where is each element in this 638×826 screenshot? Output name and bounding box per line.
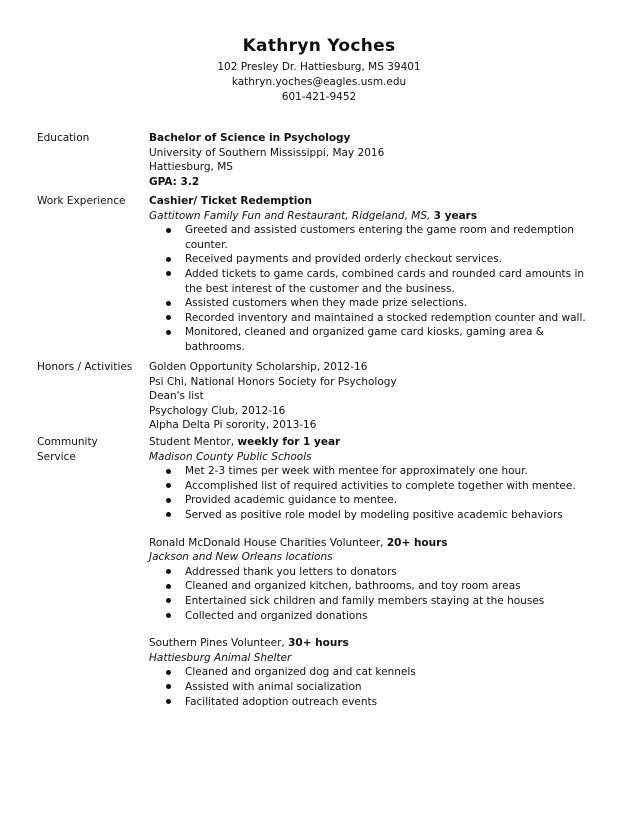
list-item: Facilitated adoption outreach events [162,695,597,710]
list-item: Greeted and assisted customers entering the game room and redemption counter. [162,223,597,252]
section-label-work: Work Experience [37,195,126,207]
contact-address: 102 Presley Dr. Hattiesburg, MS 39401 [217,61,421,73]
list-item: Addressed thank you letters to donators [162,565,597,580]
community-content [149,435,597,709]
community-entry [149,536,597,624]
honors-item: Golden Opportunity Scholarship, 2012-16 [149,361,368,373]
section-label-education: Education [37,132,90,144]
work-bullet-list [149,223,597,354]
work-employer: Gattitown Family Fun and Restaurant, Ridgeland, MS, [149,209,431,222]
community-entry [149,435,597,523]
community-role-line [149,536,597,551]
list-item: Assisted with animal socialization [162,680,597,695]
education-degree: Bachelor of Science in Psychology [149,132,351,144]
list-item: Collected and organized donations [162,609,597,624]
honors-content [149,360,597,433]
entry-spacer [149,523,597,536]
education-school: University of Southern Mississippi, May 2016 [149,146,385,159]
section-label-community-line1: Community [37,436,98,448]
list-item: Added tickets to game cards, combined cards and rounded card amounts in the best interest of the customer and the business. [162,267,597,296]
section-label-community-line2: Service [37,450,76,463]
section-label-community [37,435,142,464]
community-role: Southern Pines Volunteer, [149,637,285,650]
community-hours: 30+ hours [288,637,349,650]
list-item: Recorded inventory and maintained a stocked redemption counter and wall. [162,311,597,326]
community-bullet-list [149,464,597,522]
list-item: Received payments and provided orderly checkout services. [162,252,597,267]
education-content [149,131,597,189]
work-title: Cashier/ Ticket Redemption [149,195,312,207]
list-item: Served as positive role model by modeling positive academic behaviors [162,508,597,523]
list-item: Provided academic guidance to mentee. [162,493,597,508]
community-hours: 20+ hours [386,536,448,549]
list-item: Cleaned and organized kitchen, bathrooms, and toy room areas [162,579,597,594]
honors-item: Alpha Delta Pi sorority, 2013-16 [149,419,317,432]
community-role: Student Mentor, [149,436,235,448]
community-role-line [149,435,597,450]
work-employer-line [149,209,597,224]
entry-spacer [149,623,597,636]
community-org: Jackson and New Orleans locations [149,551,333,564]
community-role-line [149,636,597,651]
list-item: Assisted customers when they made prize selections. [162,296,597,311]
section-label-honors: Honors / Activities [37,361,133,373]
work-duration: 3 years [433,209,478,222]
community-org: Hattiesburg Animal Shelter [149,651,292,664]
list-item: Entertained sick children and family members staying at the houses [162,594,597,609]
honors-item: Dean's list [149,390,204,403]
contact-phone: 601-421-9452 [281,91,357,103]
community-hours: weekly for 1 year [237,436,341,448]
work-content [149,194,597,355]
list-item: Accomplished list of required activities to complete together with mentee. [162,479,597,494]
resume-name: Kathryn Yoches [242,36,396,56]
community-org: Madison County Public Schools [149,450,312,463]
community-role: Ronald McDonald House Charities Volunteer, [149,536,384,549]
list-item: Met 2-3 times per week with mentee for approximately one hour. [162,464,597,479]
education-gpa: GPA: 3.2 [149,175,200,188]
list-item: Monitored, cleaned and organized game card kiosks, gaming area & bathrooms. [162,325,597,354]
community-entry [149,636,597,709]
education-location: Hattiesburg, MS [149,161,233,174]
honors-item: Psi Chi, National Honors Society for Psychology [149,375,397,388]
honors-item: Psychology Club, 2012-16 [149,404,286,417]
community-bullet-list [149,665,597,709]
community-bullet-list [149,565,597,623]
contact-email: kathryn.yoches@eagles.usm.edu [231,76,407,88]
list-item: Cleaned and organized dog and cat kennels [162,665,597,680]
